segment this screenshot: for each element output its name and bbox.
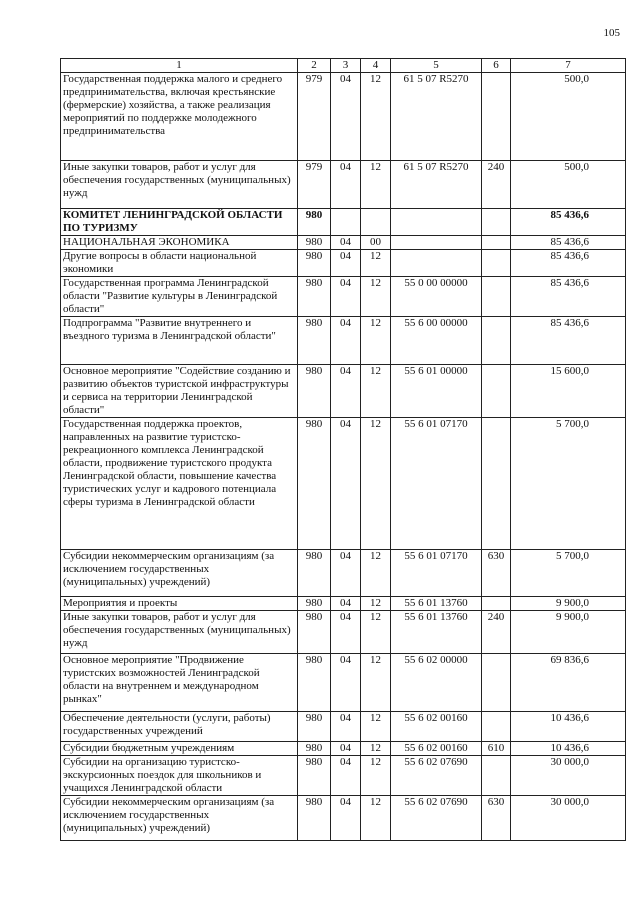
cell-amount: 500,0 (511, 161, 626, 209)
cell-subsection: 00 (361, 236, 391, 250)
cell-subsection: 12 (361, 277, 391, 317)
cell-section: 04 (331, 365, 361, 418)
cell-amount: 500,0 (511, 73, 626, 161)
cell-target-code: 55 6 01 00000 (391, 365, 482, 418)
cell-amount: 5 700,0 (511, 550, 626, 597)
cell-section: 04 (331, 250, 361, 277)
table-body (61, 73, 626, 841)
cell-target-code: 61 5 07 R5270 (391, 161, 482, 209)
cell-amount: 30 000,0 (511, 796, 626, 841)
cell-expense-type (482, 236, 511, 250)
table-row (61, 550, 626, 597)
cell-section: 04 (331, 742, 361, 756)
cell-target-code (391, 250, 482, 277)
cell-subsection: 12 (361, 742, 391, 756)
cell-target-code: 55 6 02 00000 (391, 654, 482, 712)
header-row (61, 59, 626, 73)
cell-section: 04 (331, 277, 361, 317)
table-row (61, 611, 626, 654)
cell-amount: 69 836,6 (511, 654, 626, 712)
cell-subsection: 12 (361, 73, 391, 161)
cell-admin: 980 (298, 597, 331, 611)
cell-admin: 980 (298, 611, 331, 654)
cell-expense-type (482, 277, 511, 317)
header-cell: 1 (61, 59, 298, 73)
cell-section (331, 209, 361, 236)
header-cell: 7 (511, 59, 626, 73)
page-number: 105 (603, 27, 620, 39)
cell-section: 04 (331, 236, 361, 250)
cell-amount: 85 436,6 (511, 209, 626, 236)
cell-expense-type (482, 756, 511, 796)
cell-name: Иные закупки товаров, работ и услуг для обеспечения государственных (муниципальных) нужд (61, 161, 298, 209)
cell-name: Основное мероприятие "Содействие созданию и развитию объектов туристской инфраструктуры и сервиса на территории Ленинградской области" (61, 365, 298, 418)
cell-target-code (391, 236, 482, 250)
cell-expense-type (482, 365, 511, 418)
cell-admin: 980 (298, 236, 331, 250)
cell-admin: 980 (298, 712, 331, 742)
cell-subsection: 12 (361, 550, 391, 597)
cell-subsection: 12 (361, 654, 391, 712)
cell-subsection: 12 (361, 756, 391, 796)
cell-expense-type (482, 250, 511, 277)
cell-target-code (391, 209, 482, 236)
cell-admin: 980 (298, 796, 331, 841)
cell-admin: 979 (298, 73, 331, 161)
cell-admin: 980 (298, 742, 331, 756)
cell-amount: 9 900,0 (511, 597, 626, 611)
cell-amount: 10 436,6 (511, 742, 626, 756)
cell-name: Субсидии некоммерческим организациям (за исключением государственных (муниципальных) учреждений) (61, 550, 298, 597)
cell-target-code: 55 6 01 07170 (391, 550, 482, 597)
header-cell: 2 (298, 59, 331, 73)
cell-amount: 85 436,6 (511, 277, 626, 317)
cell-amount: 85 436,6 (511, 250, 626, 277)
cell-section: 04 (331, 161, 361, 209)
header-cell: 5 (391, 59, 482, 73)
cell-subsection (361, 209, 391, 236)
table-row (61, 317, 626, 365)
cell-name: Мероприятия и проекты (61, 597, 298, 611)
cell-admin: 980 (298, 317, 331, 365)
cell-amount: 15 600,0 (511, 365, 626, 418)
table-row (61, 277, 626, 317)
cell-subsection: 12 (361, 611, 391, 654)
cell-subsection: 12 (361, 161, 391, 209)
table-row (61, 236, 626, 250)
cell-amount: 5 700,0 (511, 418, 626, 550)
cell-subsection: 12 (361, 597, 391, 611)
cell-amount: 30 000,0 (511, 756, 626, 796)
cell-target-code: 55 6 02 07690 (391, 796, 482, 841)
cell-expense-type: 240 (482, 611, 511, 654)
table-row (61, 654, 626, 712)
cell-target-code: 55 6 00 00000 (391, 317, 482, 365)
table-row (61, 161, 626, 209)
cell-target-code: 55 6 02 00160 (391, 712, 482, 742)
header-cell: 4 (361, 59, 391, 73)
cell-name: Другие вопросы в области национальной экономики (61, 250, 298, 277)
cell-section: 04 (331, 712, 361, 742)
table-row (61, 250, 626, 277)
cell-amount: 9 900,0 (511, 611, 626, 654)
cell-name: Государственная программа Ленинградской области "Развитие культуры в Ленинградской области" (61, 277, 298, 317)
cell-target-code: 55 6 01 07170 (391, 418, 482, 550)
cell-admin: 980 (298, 365, 331, 418)
cell-expense-type (482, 317, 511, 365)
cell-admin: 980 (298, 250, 331, 277)
cell-section: 04 (331, 317, 361, 365)
table-row (61, 365, 626, 418)
cell-expense-type: 240 (482, 161, 511, 209)
cell-target-code: 55 6 01 13760 (391, 597, 482, 611)
table-row (61, 597, 626, 611)
cell-name: Субсидии на организацию туристско-экскурсионных поездок для школьников и учащихся Ленинградской области (61, 756, 298, 796)
cell-subsection: 12 (361, 365, 391, 418)
cell-admin: 980 (298, 654, 331, 712)
cell-name: КОМИТЕТ ЛЕНИНГРАДСКОЙ ОБЛАСТИ ПО ТУРИЗМУ (61, 209, 298, 236)
table-row (61, 712, 626, 742)
table-row (61, 796, 626, 841)
cell-name: Субсидии бюджетным учреждениям (61, 742, 298, 756)
cell-admin: 980 (298, 277, 331, 317)
cell-section: 04 (331, 597, 361, 611)
cell-admin: 979 (298, 161, 331, 209)
cell-amount: 85 436,6 (511, 317, 626, 365)
cell-subsection: 12 (361, 418, 391, 550)
cell-subsection: 12 (361, 250, 391, 277)
cell-expense-type (482, 654, 511, 712)
table-row (61, 209, 626, 236)
cell-admin: 980 (298, 209, 331, 236)
cell-target-code: 55 6 02 07690 (391, 756, 482, 796)
cell-name: Государственная поддержка проектов, направленных на развитие туристско-рекреационного комплекса Ленинградской области, продвижение туристского продукта Ленинградской области, повышение качества туристических услуг и кадрового потенциала сферы туризма в Ленинградской области (61, 418, 298, 550)
budget-table (60, 58, 626, 841)
cell-name: Иные закупки товаров, работ и услуг для обеспечения государственных (муниципальных) нужд (61, 611, 298, 654)
cell-admin: 980 (298, 418, 331, 550)
cell-section: 04 (331, 654, 361, 712)
cell-name: Государственная поддержка малого и среднего предпринимательства, включая крестьянские (фермерские) хозяйства, а также реализация мероприятий по поддержке молодежного предпринимательства (61, 73, 298, 161)
cell-name: Основное мероприятие "Продвижение туристских возможностей Ленинградской области на внутреннем и международном рынках" (61, 654, 298, 712)
cell-section: 04 (331, 550, 361, 597)
cell-expense-type (482, 73, 511, 161)
cell-section: 04 (331, 611, 361, 654)
cell-expense-type (482, 597, 511, 611)
table-row (61, 73, 626, 161)
cell-expense-type: 610 (482, 742, 511, 756)
cell-expense-type: 630 (482, 796, 511, 841)
cell-target-code: 55 0 00 00000 (391, 277, 482, 317)
table-row (61, 742, 626, 756)
cell-name: Субсидии некоммерческим организациям (за исключением государственных (муниципальных) учреждений) (61, 796, 298, 841)
cell-expense-type (482, 209, 511, 236)
cell-section: 04 (331, 73, 361, 161)
cell-amount: 10 436,6 (511, 712, 626, 742)
cell-section: 04 (331, 756, 361, 796)
cell-name: НАЦИОНАЛЬНАЯ ЭКОНОМИКА (61, 236, 298, 250)
table-row (61, 756, 626, 796)
cell-subsection: 12 (361, 712, 391, 742)
cell-expense-type (482, 418, 511, 550)
cell-amount: 85 436,6 (511, 236, 626, 250)
cell-name: Подпрограмма "Развитие внутреннего и въездного туризма в Ленинградской области" (61, 317, 298, 365)
cell-admin: 980 (298, 756, 331, 796)
header-cell: 6 (482, 59, 511, 73)
cell-section: 04 (331, 796, 361, 841)
cell-subsection: 12 (361, 796, 391, 841)
cell-expense-type (482, 712, 511, 742)
cell-section: 04 (331, 418, 361, 550)
cell-admin: 980 (298, 550, 331, 597)
cell-subsection: 12 (361, 317, 391, 365)
cell-target-code: 55 6 01 13760 (391, 611, 482, 654)
cell-expense-type: 630 (482, 550, 511, 597)
cell-target-code: 55 6 02 00160 (391, 742, 482, 756)
cell-name: Обеспечение деятельности (услуги, работы) государственных учреждений (61, 712, 298, 742)
header-cell: 3 (331, 59, 361, 73)
cell-target-code: 61 5 07 R5270 (391, 73, 482, 161)
table-row (61, 418, 626, 550)
